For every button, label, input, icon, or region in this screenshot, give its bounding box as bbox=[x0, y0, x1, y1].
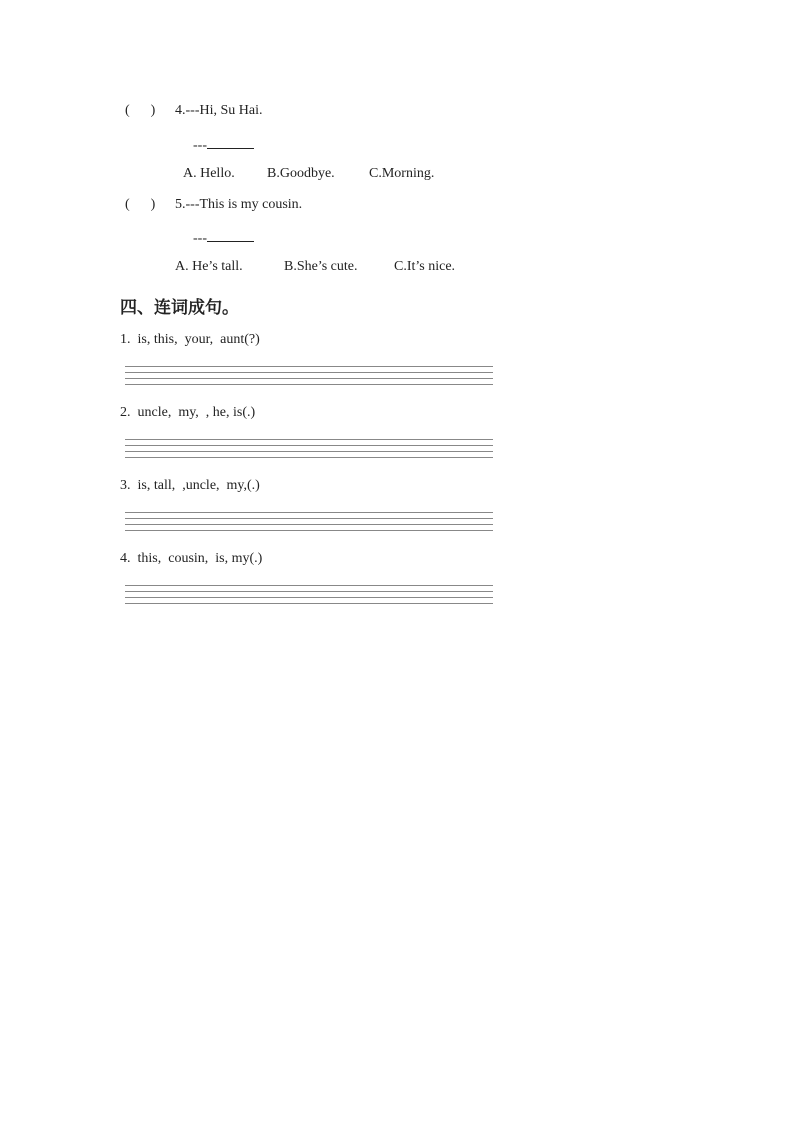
writing-lines-3[interactable] bbox=[125, 512, 493, 534]
section-heading: 四、连词成句。 bbox=[120, 298, 239, 318]
q4-answer-prefix: --- bbox=[193, 138, 207, 153]
writing-lines-2[interactable] bbox=[125, 439, 493, 461]
q5-answer-paren[interactable]: ( ) bbox=[125, 197, 156, 212]
sentence-item-2: 2. uncle, my, , he, is(.) bbox=[120, 405, 256, 420]
q4-blank[interactable] bbox=[207, 136, 254, 149]
q5-answer-line[interactable] bbox=[193, 229, 254, 247]
sentence-item-3: 3. is, tall, ,uncle, my,(.) bbox=[120, 478, 260, 493]
q4-answer-paren[interactable]: ( ) bbox=[125, 103, 156, 118]
q5-option-b: B.She’s cute. bbox=[284, 259, 358, 274]
q4-option-a: A. Hello. bbox=[183, 166, 235, 181]
q5-option-c: C.It’s nice. bbox=[394, 259, 456, 274]
q4-option-c: C.Morning. bbox=[369, 166, 435, 181]
writing-lines-1[interactable] bbox=[125, 366, 493, 388]
q5-option-a: A. He’s tall. bbox=[175, 259, 243, 274]
q4-question: 4.---Hi, Su Hai. bbox=[175, 103, 263, 118]
sentence-item-1: 1. is, this, your, aunt(?) bbox=[120, 332, 260, 347]
sentence-item-4: 4. this, cousin, is, my(.) bbox=[120, 551, 263, 566]
writing-lines-4[interactable] bbox=[125, 585, 493, 607]
q4-answer-line[interactable] bbox=[193, 136, 254, 154]
q4-option-b: B.Goodbye. bbox=[267, 166, 335, 181]
q5-answer-prefix: --- bbox=[193, 231, 207, 246]
q5-blank[interactable] bbox=[207, 229, 254, 242]
q5-question: 5.---This is my cousin. bbox=[175, 197, 303, 212]
